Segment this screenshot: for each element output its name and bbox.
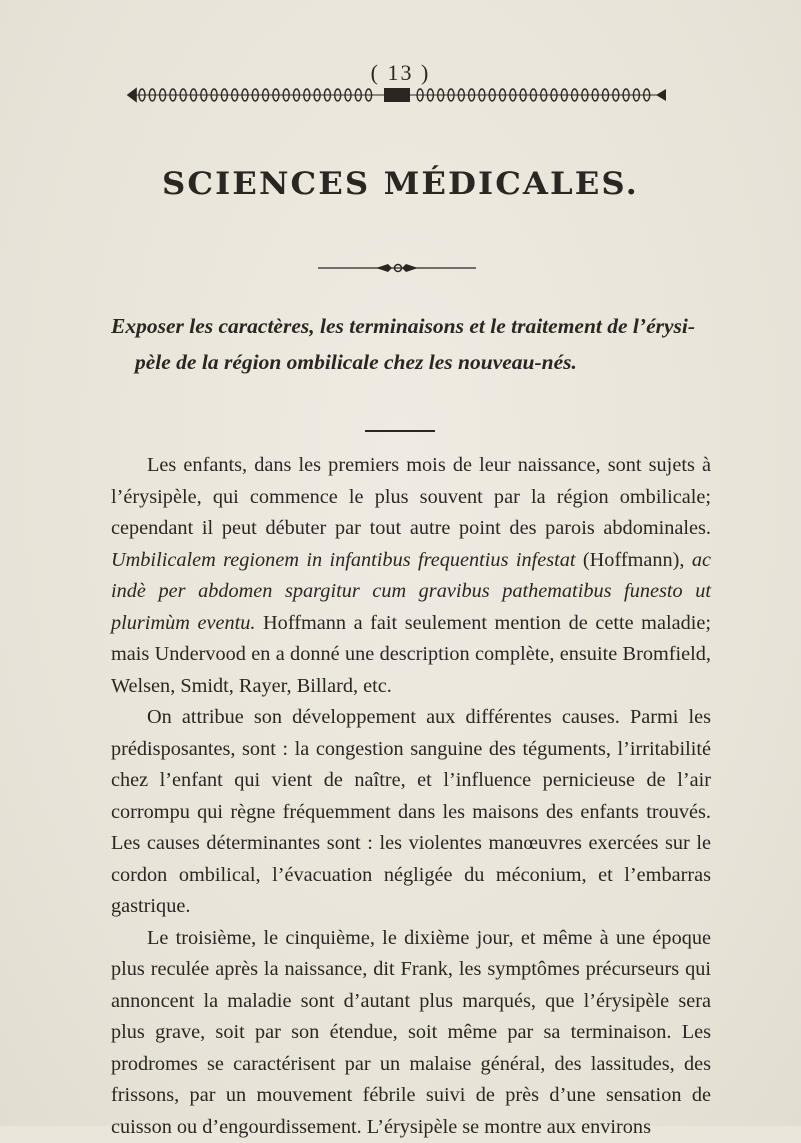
paragraph-2: On attribue son développement aux différentes causes. Parmi les prédisposantes, sont : la congestion sanguine des téguments, l’irritabilité chez l’enfant qui vient de naître, et l’influence pernicieuse de l’air corrompu qui règne fréquemment dans les maisons des enfants trouvés. Les causes déterminantes sont : les violentes manœuvres exercées sur le cordon ombilical, l’évacuation négligée du méconium, et l’embarras gastrique. bbox=[111, 702, 711, 923]
page-number: ( 13 ) bbox=[0, 60, 801, 86]
section-title: SCIENCES MÉDICALES. bbox=[0, 166, 801, 202]
question-line-1: Exposer les caractères, les terminaisons et le traitement de l’érysi- bbox=[111, 308, 711, 344]
paragraph-3: Le troisième, le cinquième, le dixième jour, et même à une époque plus reculée après la naissance, dit Frank, les symptômes précurseurs qui annoncent la maladie sont d’autant plus marqués, que l’érysipèle sera plus grave, soit par son étendue, soit même par sa terminaison. Les prodromes se caractérisent par un malaise général, des lassitudes, des frissons, par un mouvement fébrile suivi de près d’une sensation de cuisson ou d’engourdissement. L’érysipèle se montre aux environs bbox=[111, 923, 711, 1143]
question-heading bbox=[111, 308, 711, 380]
latin-quote-1: Umbilicalem regionem in infantibus frequentius infestat bbox=[111, 549, 576, 571]
paragraph-1-text-a: Les enfants, dans les premiers mois de leur naissance, sont sujets à l’érysipèle, qui commence le plus souvent par la région ombilicale; cependant il peut débuter par tout autre point des parois abdominales. bbox=[111, 454, 711, 539]
paragraph-1 bbox=[111, 450, 711, 702]
paragraph-1-text-c: Hoffmann a fait seulement mention de cette maladie; mais Undervood en a donné une description complète, ensuite Bromfield, Welsen, Smidt, Rayer, Billard, etc. bbox=[111, 612, 711, 697]
paragraph-1-text-b: (Hoffmann), bbox=[576, 549, 692, 571]
title-divider bbox=[318, 262, 476, 274]
body-text bbox=[111, 450, 711, 1143]
question-line-2: pèle de la région ombilicale chez les nouveau-nés. bbox=[111, 344, 711, 380]
latin-quote-2: ac indè per abdomen spargitur cum gravibus pathematibus funesto ut plurimùm eventu. bbox=[111, 549, 711, 634]
ornament-band bbox=[126, 84, 668, 106]
separator-rule bbox=[365, 430, 435, 432]
